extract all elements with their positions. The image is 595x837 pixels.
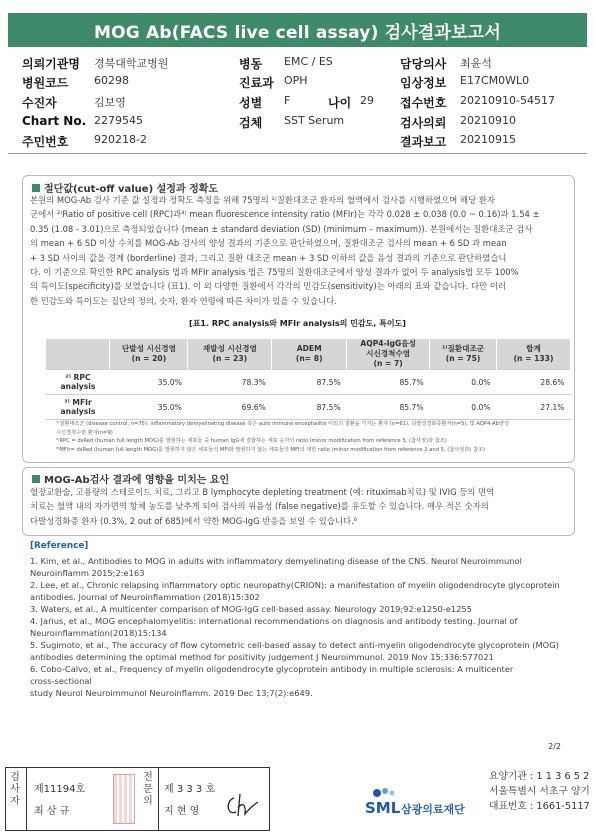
receipt-no-label: 접수번호 — [400, 96, 447, 110]
ward-value: EMC / ES — [284, 55, 333, 68]
request-date-label: 검사의뢰 — [400, 116, 447, 130]
paragraph-line: 한 민감도와 특이도는 집단의 정의, 숫자, 환자 연령에 따른 차이가 있을 수 있습니다. — [30, 295, 337, 306]
row-label: ²⁾ RPC analysis — [46, 370, 110, 395]
doctor-label: 담당의사 — [400, 57, 447, 71]
department-value: OPH — [284, 74, 308, 87]
hospital-code-label: 병원코드 — [22, 76, 69, 90]
reference-line: 3. Waters, et al., A multicenter comparison of MOG-IgG cell-based assay. Neurology 2019;92:e1250-e1255 — [30, 604, 472, 614]
table-header: AQP4-IgG음성 시신경척수염 (n = 7) — [347, 339, 430, 370]
signature-box — [5, 767, 270, 831]
info-row — [8, 94, 587, 110]
table-cell: 0.0% — [430, 395, 497, 420]
examiner-name: 최 삼 규 — [34, 806, 70, 817]
table-cell: 87.5% — [272, 370, 347, 395]
specimen-value: SST Serum — [284, 114, 345, 127]
department-label: 진료과 — [239, 76, 274, 90]
table-cell: 87.5% — [272, 395, 347, 420]
paragraph-line: 치료는 혈액 내의 자가면역 항체 농도를 낮추게 되어 검사의 위음성 (false negative)를 유도할 수 있습니다. 매우 적은 숫자의 — [30, 501, 489, 512]
clinical-info-value: E17CM0WL0 — [460, 74, 530, 87]
table-header: ADEM (n= 8) — [272, 339, 347, 370]
svg-text:SML: SML — [365, 799, 401, 817]
table-cell: 85.7% — [347, 395, 430, 420]
paragraph-line: 다발성경화증 환자 (0.3%, 2 out of 685)에서 약한 MOG-IgG 반응을 보일 수 있습니다.⁶ — [30, 515, 358, 526]
section-title — [32, 471, 229, 486]
lab-address: 서울특별시 서초구 양기 — [489, 786, 590, 797]
lab-contact — [489, 769, 590, 814]
sex-label: 성별 — [239, 96, 263, 110]
lab-code: 요양기관 : 1 1 3 6 5 2 — [489, 771, 590, 782]
table-cell: 69.6% — [188, 395, 272, 420]
section-title-text: MOG-Ab검사 결과에 영향을 미치는 요인 — [44, 475, 230, 486]
info-row — [8, 114, 587, 130]
table-cell: 28.6% — [497, 370, 571, 395]
page-number: 2/2 — [548, 742, 561, 751]
receipt-no-value: 20210910-54517 — [460, 94, 555, 107]
table-header: ¹⁾질환대조군 (n = 75) — [430, 339, 497, 370]
reference-list — [30, 541, 575, 699]
footnote-line: 시신경척수염 환자(n=9) — [56, 429, 113, 436]
resident-no-label: 주민번호 — [22, 135, 69, 149]
reference-line: 1. Kim, et al., Antibodies to MOG in adults with inflammatory demyelinating disease of the CNS. Neurol Neuroimmunol — [30, 556, 522, 566]
chart-no-value: 2279545 — [94, 114, 143, 127]
paragraph-line: 본원의 MOG-Ab 검사 기준 값 설정과 정확도 측정을 위해 75명의 ¹⁾질환대조군 환자의 혈액에서 검사를 시행하였으며 해당 환자 — [30, 195, 496, 205]
section-paragraph — [30, 193, 570, 308]
reference-line: 5. Sugimoto, et al., The accuracy of flow cytometric cell-based assay to detect anti-myelin oligodendrocyte glycoprotein (MOG) — [30, 640, 559, 650]
request-date-value: 20210910 — [460, 114, 516, 127]
examiner-label: 검 사 자 — [10, 772, 20, 807]
institution-label: 의뢰기관명 — [22, 57, 80, 71]
sml-logo-icon — [365, 787, 485, 823]
report-title: MOG Ab(FACS live cell assay) 검사결과보고서 — [8, 13, 587, 47]
table-cell: 78.3% — [188, 370, 272, 395]
table-header: 재발성 시신경염 (n = 23) — [188, 339, 272, 370]
footnote-line: ²⁾RPC = dsRed (human full length MOG)를 발현하는 세포들 중 human IgG에 결합하는 세포 숫자의 ratio (minor modification from reference 5, (참사질)과 참조) — [56, 438, 447, 444]
hospital-code-value: 60298 — [94, 74, 129, 87]
divider — [8, 153, 587, 154]
table-header: 단발성 시신경염 (n = 20) — [110, 339, 188, 370]
specialist-label: 전 문 의 — [143, 772, 153, 807]
info-row — [8, 74, 587, 90]
reference-line: Neuroinflammation(2018)15:134 — [30, 628, 167, 638]
ward-label: 병동 — [239, 57, 263, 71]
handwritten-signature — [224, 790, 264, 820]
examiner-license: 제11194호 — [34, 784, 86, 795]
sex-value: F — [284, 94, 291, 107]
resident-no-value: 920218-2 — [94, 133, 147, 146]
table-cell: 0.0% — [430, 370, 497, 395]
table-row — [46, 370, 571, 395]
table-cell: 35.0% — [110, 395, 188, 420]
paragraph-line: 의 특이도(specificity)를 보였습니다 (표1). 이 외 다양한 질환에서 각각의 민감도(sensitivity)는 아래의 표와 같습니다. 다만 이러 — [30, 281, 506, 292]
paragraph-line: 다. 이 기준으로 확인한 RPC analysis 법과 MFIr analysis 법은 75명의 질환대조군에서 양성 결과가 없어 두 analysis법 모두 100% — [30, 267, 519, 278]
table-cell: 35.0% — [110, 370, 188, 395]
reference-line: antibodies. Journal of Neuroinflammation (2018)15:302 — [30, 592, 260, 602]
section-bullet-icon — [32, 475, 40, 483]
paragraph-line: 의 mean + 6 SD 이상 수치를 MOG-Ab 검사의 양성 결과의 기준으로 판단하였으며, 질환대조군 검사의 mean + 6 SD 과 mean — [30, 238, 507, 249]
specimen-label: 검체 — [239, 116, 263, 130]
lab-phone: 대표번호 : 1661-5117 — [489, 801, 590, 812]
clinical-info-label: 임상정보 — [400, 76, 447, 90]
report-date-label: 결과보고 — [400, 135, 447, 149]
specialist-name: 지 현 영 — [164, 806, 200, 817]
reference-line: antibodies determining the optimal method for positivity judgement J Neuroimmunol. 2019 Nov 15;336:577021 — [30, 652, 494, 662]
paragraph-line: 혈장교환술, 고용량의 스테로이드 치료, 그리고 B lymphocyte depleting treatment (예: rituximab치료) 및 IVIG 등의 면역 — [30, 487, 495, 497]
paragraph-line: 0.35 (1.08 - 3.01)으로 측정되었습니다 (mean ± standard deviation (SD) (minimum – maximum)). 본원에서는 질환대조군 검사 — [30, 223, 533, 234]
reference-line: Neuroinflamm 2015;2:e163 — [30, 568, 145, 578]
info-row — [8, 55, 587, 71]
svg-text:삼광의료재단: 삼광의료재단 — [401, 803, 465, 816]
sensitivity-table — [46, 339, 571, 420]
reference-line: study Neurol Neuroimmunol Neuroinflamm. 2019 Dec 13;7(2):e649. — [30, 688, 313, 698]
specialist-license: 제 3 3 3 호 — [164, 784, 216, 795]
table-header-row — [46, 339, 571, 370]
table-cell: 27.1% — [497, 395, 571, 420]
recipient-label: 수진자 — [22, 96, 57, 110]
paragraph-line: + 3 SD 사이의 값을 경계 (borderline) 결과, 그리고 질환 대조군 mean + 3 SD 이하의 값을 음성 결과의 기준으로 판단하였습니 — [30, 252, 507, 263]
age-label: 나이 — [328, 96, 352, 110]
section-paragraph — [30, 485, 570, 528]
paragraph-line: 군에서 ²⁾Ratio of positive cell (RPC)과³⁾ mean fluorescence intensity ratio (MFIr)는 각각 0.028 ± 0.038 (0.0 ~ 0.16)과 1.54 ± — [30, 209, 540, 220]
section-title-text: 절단값(cut-off value) 설정과 정확도 — [44, 184, 219, 195]
chart-no-label: Chart No. — [22, 114, 87, 128]
age-value: 29 — [360, 94, 374, 107]
table-header — [46, 339, 110, 370]
signature-footer — [5, 767, 595, 835]
section-bullet-icon — [32, 184, 40, 192]
institution-value: 경북대학교병원 — [94, 57, 169, 70]
footnote-line: ³⁾MFIr= dsRed (human full length MOG)를 발현하지 않은 세포들의 MFI와 발현하지 않는 세포들의 MFI의 대한 ratio (minor modification from reference 2 and 5, (참사질과) 참조) — [56, 446, 486, 453]
table-header: 합계 (n = 133) — [497, 339, 571, 370]
patient-info-block — [8, 55, 587, 151]
table-title: [표1. RPC analysis와 MFIr analysis의 민감도, 특이도] — [189, 319, 406, 328]
row-label: ³⁾ MFIr analysis — [46, 395, 110, 420]
reference-line: 6. Cobo-Calvo, et al., Frequency of myelin oligodendrocyte glycoprotein antibody in multiple sclerosis: A multicenter — [30, 664, 514, 674]
recipient-value: 김보영 — [94, 96, 126, 109]
reference-line: 2. Lee, et al., Chronic relapsing inflammatory optic neuropathy(CRION): a manifestation of myelin oligodendrocyte glycoprotein — [30, 580, 560, 590]
reference-line: 4. Jarius, et al., MOG encephalomyelitis: international recommendations on diagnosis and antibody testing. Journal of — [30, 616, 518, 626]
table-row — [46, 395, 571, 420]
info-row — [8, 133, 587, 149]
reference-line: cross-sectional — [30, 676, 92, 686]
seal-stamp — [113, 774, 135, 824]
reference-title: [Reference] — [30, 541, 89, 551]
table-cell: 85.7% — [347, 370, 430, 395]
report-date-value: 20210915 — [460, 133, 516, 146]
footnote-line: ¹⁾질환대조군 (disease control, n=75): inflammatory demyelinating disease 혹은 auto immune encephalitis 이외의 질환을 가지는 환자 (n=61), 다발성경화증환자(n=5), 및 AQP4-Ab양성 — [56, 421, 509, 427]
doctor-value: 최윤석 — [460, 57, 492, 70]
table-footnotes — [56, 420, 576, 454]
